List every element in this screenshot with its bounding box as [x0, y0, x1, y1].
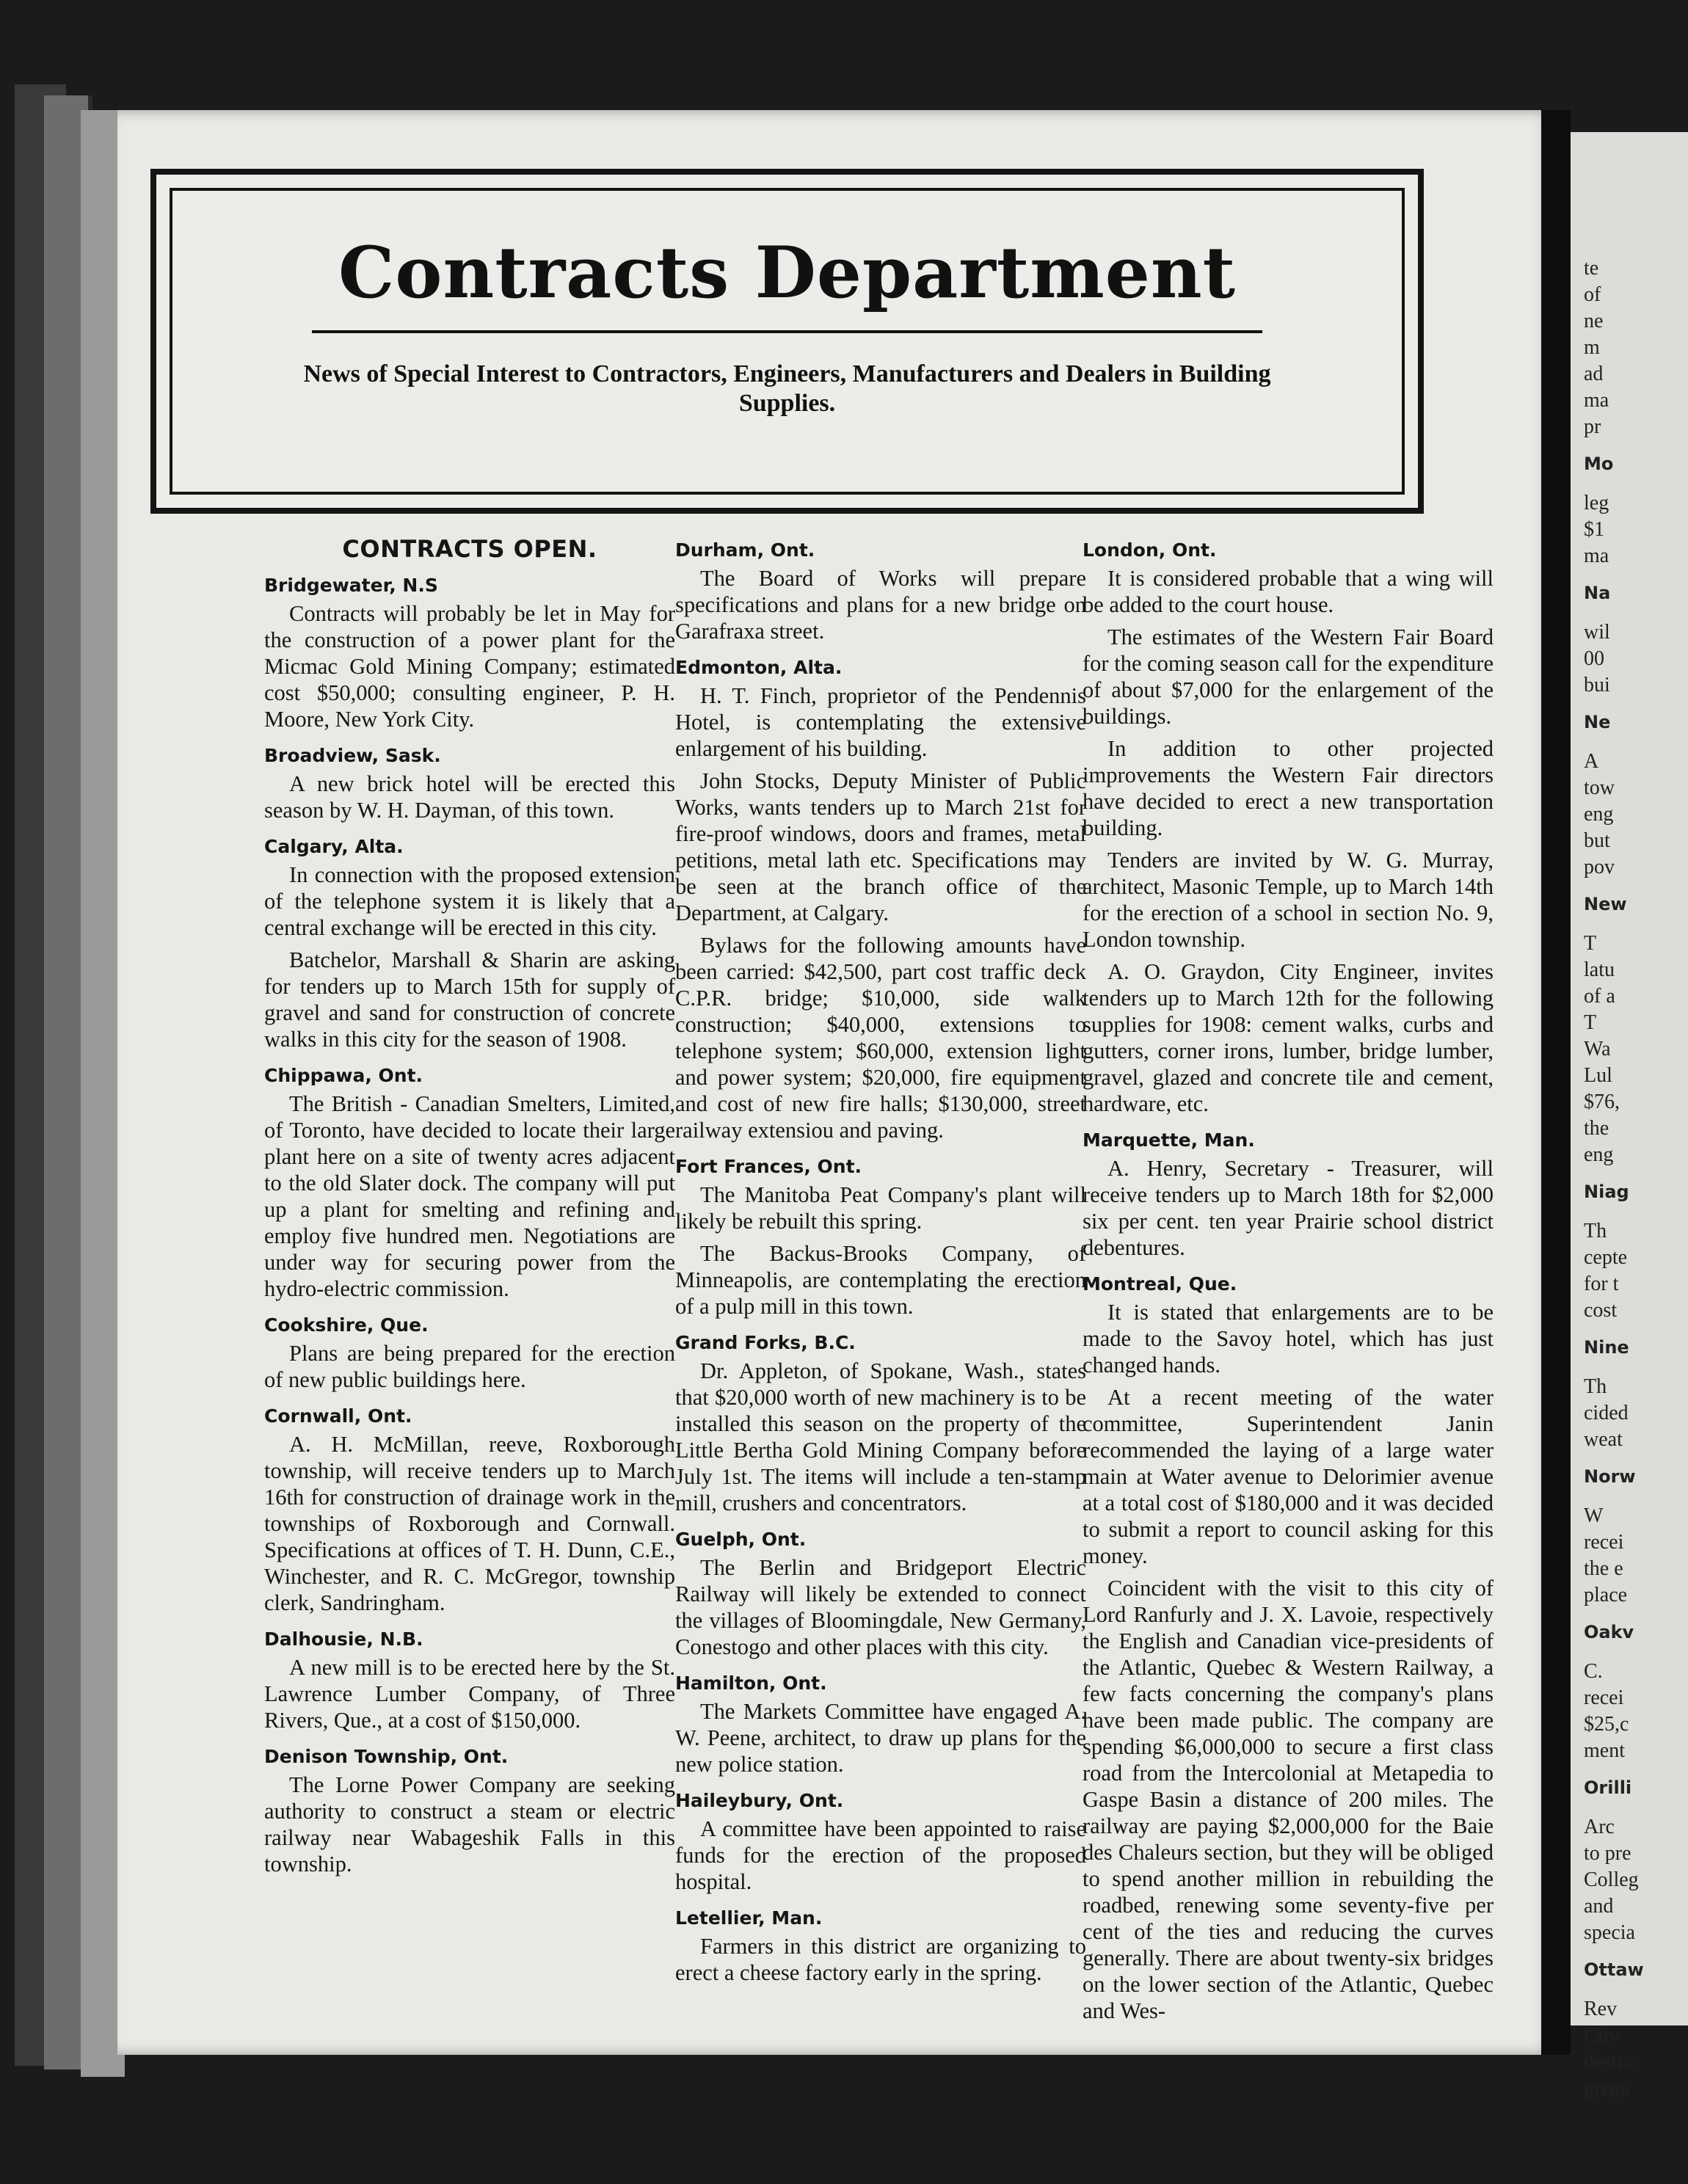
cut-off-heading: Ottaw [1584, 1959, 1644, 1980]
section-title: CONTRACTS OPEN. [342, 535, 597, 563]
right-page [1571, 132, 1688, 2100]
news-entry [675, 1905, 1086, 1986]
news-entry [1083, 537, 1494, 1117]
news-entry [675, 537, 1086, 644]
cut-off-text: specia [1584, 1921, 1635, 1944]
cut-off-text: Arc [1584, 1816, 1615, 1838]
cut-off-text: C. [1584, 1660, 1603, 1683]
entry-place-heading: Cookshire, Que. [264, 1314, 429, 1336]
cut-off-text: eng [1584, 803, 1614, 826]
cut-off-text: $25,c [1584, 1713, 1629, 1736]
entry-paragraph: The British - Canadian Smelters, Limited, of Toronto, have decided to locate their large plant here on a site of twenty acres adjacent to the old Slater dock. The company will put up a plant for smelting and refining and employ five hundred men. Negotiations are under way for securing power from the hydro-electric commission. [264, 1091, 675, 1301]
cut-off-text: the [1584, 1117, 1609, 1140]
cut-off-heading: Na [1584, 583, 1611, 603]
entry-place-heading: Haileybury, Ont. [675, 1790, 844, 1811]
cut-off-heading: Oakv [1584, 1622, 1634, 1642]
cut-off-heading: Orilli [1584, 1777, 1632, 1798]
entry-paragraph: Contracts will probably be let in May for the construction of a power plant for the Micmac Gold Mining Company; estimated cost $50,000; consulting engineer, P. H. Moore, New York City. [264, 601, 675, 732]
news-entry [264, 1063, 675, 1302]
cut-off-text: Wa [1584, 1038, 1611, 1060]
cut-off-text: place [1584, 1584, 1628, 1606]
news-entry [675, 1788, 1086, 1895]
entry-paragraph: A new mill is to be erected here by the St. Lawrence Lumber Company, of Three Rivers, Que., at a cost of $150,000. [264, 1655, 675, 1733]
entry-paragraph: The Board of Works will prepare specifications and plans for a new bridge on Garafraxa street. [675, 566, 1086, 644]
entry-paragraph: The estimates of the Western Fair Board for the coming season call for the expenditure of about $7,000 for the enlargement of the buildings. [1083, 625, 1494, 729]
cut-off-text: for t [1584, 1273, 1619, 1295]
cut-off-text: destro [1584, 2050, 1634, 2073]
cut-off-text: bui [1584, 674, 1610, 696]
entry-paragraph: The Backus-Brooks Company, of Minneapolis, are contemplating the erection of a pulp mill in this town. [675, 1241, 1086, 1319]
entry-place-heading: London, Ont. [1083, 539, 1217, 561]
cut-off-text: T [1584, 1011, 1597, 1034]
cut-off-text: pov [1584, 856, 1615, 878]
cut-off-text: and [1584, 1895, 1614, 1918]
news-entry [675, 655, 1086, 1143]
cut-off-text: te [1584, 257, 1599, 280]
cut-off-heading: Ne [1584, 712, 1611, 732]
cut-off-text: $1 [1584, 518, 1604, 541]
cut-off-text: eng [1584, 1143, 1614, 1166]
cut-off-text: weat [1584, 1428, 1623, 1451]
entry-place-heading: Durham, Ont. [675, 539, 815, 561]
entry-paragraph: The Manitoba Peat Company's plant will likely be rebuilt this spring. [675, 1182, 1086, 1234]
entry-place-heading: Montreal, Que. [1083, 1273, 1237, 1295]
cut-off-text: of a [1584, 985, 1615, 1008]
entry-place-heading: Letellier, Man. [675, 1907, 823, 1929]
entry-place-heading: Chippawa, Ont. [264, 1065, 423, 1086]
cut-off-text: ad [1584, 363, 1604, 385]
page-title: Contracts Department [338, 231, 1236, 314]
page-subtitle: News of Special Interest to Contractors, Engineers, Manufacturers and Dealers in Building Supplies. [303, 360, 1271, 417]
header-box [150, 169, 1424, 514]
news-entry [675, 1526, 1086, 1660]
cut-off-text: cided [1584, 1402, 1629, 1424]
entry-paragraph: H. T. Finch, proprietor of the Pendennis Hotel, is contemplating the extensive enlargement of his building. [675, 683, 1086, 761]
cut-off-text: ment [1584, 1739, 1625, 1762]
cut-off-heading: Nine [1584, 1337, 1629, 1358]
news-entry [264, 834, 675, 1052]
cut-off-text: cepte [1584, 1246, 1628, 1269]
news-entry [264, 743, 675, 823]
entry-paragraph: Dr. Appleton, of Spokane, Wash., states that $20,000 worth of new machinery is to be installed this season on the property of the Little Bertha Gold Mining Company before July 1st. The items will include a ten-stamp mill, crushers and concentrators. [675, 1358, 1086, 1515]
cut-off-text: T [1584, 932, 1597, 955]
entry-paragraph: John Stocks, Deputy Minister of Public Works, wants tenders up to March 21st for fire-proof windows, doors and frames, metal petitions, metal lath etc. Specifications may be seen at the branch office of the Department, at Calgary. [675, 768, 1086, 925]
cut-off-text: of [1584, 283, 1601, 306]
news-entry [675, 1330, 1086, 1516]
entry-paragraph: Tenders are invited by W. G. Murray, architect, Masonic Temple, up to March 14th for the erection of a school in section No. 9, London township. [1083, 848, 1494, 952]
entry-paragraph: A committee have been appointed to raise funds for the erection of the proposed hospital. [675, 1816, 1086, 1894]
cut-off-text: 00 [1584, 647, 1604, 670]
cut-off-heading: New [1584, 894, 1627, 914]
cut-off-text: tow [1584, 776, 1615, 799]
entry-paragraph: A. O. Graydon, City Engineer, invites tenders up to March 12th for the following supplies for 1908: cement walks, curbs and gutters, corner irons, lumber, bridge lumber, gravel, glazed and concrete tile and cement, hardware, etc. [1083, 959, 1494, 1116]
cut-off-text: pr [1584, 415, 1601, 438]
entry-paragraph: The Markets Committee have engaged A. W. Peene, architect, to draw up plans for the new police station. [675, 1699, 1086, 1777]
entry-place-heading: Edmonton, Alta. [675, 657, 843, 678]
column-3 [1083, 528, 1494, 2034]
book-gutter [1541, 110, 1571, 2055]
entry-place-heading: Broadview, Sask. [264, 745, 441, 766]
entry-place-heading: Cornwall, Ont. [264, 1405, 412, 1427]
cut-off-text: leg [1584, 492, 1609, 514]
title-rule [312, 330, 1262, 333]
cut-off-text: Lul [1584, 1064, 1612, 1087]
news-entry [675, 1154, 1086, 1320]
cut-off-text: Rev [1584, 1998, 1618, 2020]
column-1 [264, 528, 675, 1888]
entry-paragraph: It is considered probable that a wing will be added to the court house. [1083, 566, 1494, 617]
cut-off-text: ma [1584, 389, 1609, 412]
entry-place-heading: Marquette, Man. [1083, 1129, 1255, 1151]
entry-paragraph: The Berlin and Bridgeport Electric Railway will likely be extended to connect the villages of Bloomingdale, New Germany, Conestogo and other places with this city. [675, 1555, 1086, 1659]
cut-off-text: the e [1584, 1557, 1623, 1580]
entry-paragraph: Plans are being prepared for the erection of new public buildings here. [264, 1341, 675, 1392]
cut-off-text: to pre [1584, 1842, 1631, 1865]
entry-paragraph: The Lorne Power Company are seeking authority to construct a steam or electric railway near Wabageshik Falls in this township. [264, 1772, 675, 1877]
entry-paragraph: A. Henry, Secretary - Treasurer, will receive tenders up to March 18th for $2,000 six per cent. ten year Prairie school district debentures. [1083, 1156, 1494, 1260]
news-entry [1083, 1271, 1494, 2024]
cut-off-heading: Mo [1584, 454, 1614, 474]
news-entry [264, 1744, 675, 1877]
entry-place-heading: Denison Township, Ont. [264, 1746, 509, 1767]
entry-paragraph: Coincident with the visit to this city of Lord Ranfurly and J. X. Lavoie, respectively the English and Canadian vice-presidents of the Atlantic, Quebec & Western Railway, a few facts concerning the company's plans have been made public. The company are spending $6,000,000 to secure a first class road from the Intercolonial at Metapedia to Gaspe Basin a distance of 200 miles. The railway are paying $2,000,000 for the Baie des Chaleurs section, but they will be obliged to spend another million in rebuilding the roadbed, renewing some seventy-five per cent of the ties and reducing the curves generally. There are about twenty-six bridges on the lower section of the Atlantic, Quebec and Wes- [1083, 1576, 1494, 2023]
entry-place-heading: Fort Frances, Ont. [675, 1156, 862, 1177]
cut-off-text: but [1584, 829, 1610, 852]
entry-paragraph: Batchelor, Marshall & Sharin are asking for tenders up to March 15th for supply of gravel and sand for construction of concrete walks in this city for the season of 1908. [264, 947, 675, 1052]
cut-off-text: ne [1584, 310, 1604, 332]
header-inner-border [170, 188, 1405, 495]
cut-off-text: recei [1584, 1531, 1624, 1554]
news-entry [1083, 1127, 1494, 1261]
news-entry [675, 1670, 1086, 1777]
cut-off-text: recei [1584, 1686, 1624, 1709]
cut-off-text: A [1584, 750, 1599, 773]
cut-off-heading: Niag [1584, 1182, 1629, 1202]
cut-off-text: W [1584, 1504, 1604, 1527]
cut-off-text: grega [1584, 2077, 1630, 2100]
cut-off-text: cost [1584, 1299, 1618, 1322]
cut-off-text: ma [1584, 545, 1609, 567]
entry-paragraph: Bylaws for the following amounts have been carried: $42,500, part cost traffic deck C.P.R. bridge; $10,000, side walk construction; $40,000, extensions to telephone system; $60,000, extension light and power system; $20,000, fire equipment and cost of new fire halls; $130,000, street railway extensiou and paving. [675, 933, 1086, 1143]
entry-place-heading: Bridgewater, N.S [264, 575, 438, 596]
cut-off-text: latu [1584, 958, 1615, 981]
news-entry [264, 1626, 675, 1733]
column-2 [675, 528, 1086, 1996]
news-entry [264, 1403, 675, 1616]
cut-off-text: Th [1584, 1220, 1607, 1242]
cut-off-text: Th [1584, 1375, 1607, 1398]
entry-place-heading: Guelph, Ont. [675, 1529, 807, 1550]
entry-paragraph: It is stated that enlargements are to be made to the Savoy hotel, which has just changed hands. [1083, 1300, 1494, 1377]
entry-place-heading: Hamilton, Ont. [675, 1672, 827, 1694]
cut-off-text: City [1584, 2024, 1620, 2047]
news-entry [264, 572, 675, 732]
entry-place-heading: Grand Forks, B.C. [675, 1332, 856, 1353]
entry-paragraph: In addition to other projected improvements the Western Fair directors have decided to erect a new transportation building. [1083, 736, 1494, 840]
entry-place-heading: Dalhousie, N.B. [264, 1628, 423, 1650]
cut-off-text: Colleg [1584, 1868, 1639, 1891]
entry-paragraph: A. H. McMillan, reeve, Roxborough township, will receive tenders up to March 16th for construction of drainage work in the townships of Roxborough and Cornwall. Specifications at offices of T. H. Dunn, C.E., Winchester, and R. C. McGregor, township clerk, Sandringham. [264, 1432, 675, 1615]
cut-off-text: wil [1584, 621, 1610, 644]
entry-place-heading: Calgary, Alta. [264, 836, 404, 857]
cut-off-text: $76, [1584, 1091, 1620, 1113]
entry-paragraph: Farmers in this district are organizing to erect a cheese factory early in the spring. [675, 1934, 1086, 1985]
cut-off-text: m [1584, 336, 1600, 359]
cut-off-heading: Norw [1584, 1466, 1636, 1487]
news-entry [264, 1312, 675, 1393]
entry-paragraph: At a recent meeting of the water committee, Superintendent Janin recommended the laying of a large water main at Water avenue to Delorimier avenue at a total cost of $180,000 and it was decided to submit a report to council asking for this money. [1083, 1385, 1494, 1568]
entry-paragraph: In connection with the proposed extension of the telephone system it is likely that a central exchange will be erected in this city. [264, 862, 675, 940]
entry-paragraph: A new brick hotel will be erected this season by W. H. Dayman, of this town. [264, 771, 675, 823]
